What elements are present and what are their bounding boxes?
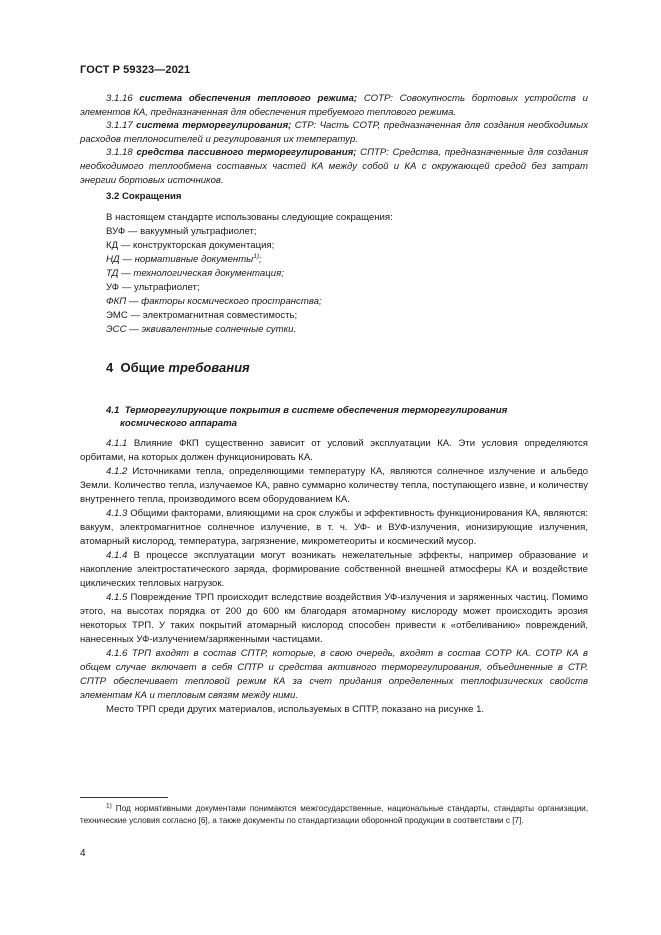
abbr-item: ЭСС — эквивалентные солнечные сутки. <box>106 324 297 335</box>
footnote-separator <box>80 797 168 798</box>
abbr-item: НД — нормативные документы$^{1)}$; <box>106 252 262 265</box>
paragraph-4-1-3: 4.1.3 Общими факторами, влияющими на срок службы и эффективность функционирования КА, являются: вакуум, электромагнитное солнечное излучение, в т. ч. УФ- и ВУФ-излучения, ионизирующие излучения, атомарный кислород, температура, загрязнение, микрометеориты и космический мусор. <box>80 508 588 547</box>
closing-paragraph: Место ТРП среди других материалов, используемых в СПТР, показано на рисунке 1. <box>106 704 485 715</box>
page-number: 4 <box>80 848 86 859</box>
abbr-item: ВУФ — вакуумный ультрафиолет; <box>106 226 257 237</box>
abbreviations-list <box>106 211 566 337</box>
standard-header: ГОСТ Р 59323—2021 <box>80 64 191 76</box>
term-3-1-16: 3.1.16 система обеспечения теплового режима; СОТР: Совокупность бортовых устройств и элементов КА, предназначенная для обеспечения требуемого теплового режима. <box>80 93 588 118</box>
paragraph-4-1-5: 4.1.5 Повреждение ТРП происходит вследствие воздействия УФ-излучения и заряженных частиц. Помимо этого, на высотах порядка от 200 до 600 км благодаря атомарному кислороду может происходить эрозия некоторых ТРП. У таких покрытий атомарный кислород способен привести к «отбеливанию» повреждений, нанесенных УФ-излучением/заряженными частицами. <box>80 592 588 645</box>
paragraph-4-1-2: 4.1.2 Источниками тепла, определяющими температуру КА, являются солнечное излучение и альбедо Земли. Количество тепла, излучаемое КА, равно суммарно количеству тепла, поступающего извне, и количеству внутреннего тепла, производимого всем оборудованием КА. <box>80 466 588 505</box>
footnote-ref: 1) <box>253 252 260 260</box>
paragraph-4-1-6: 4.1.6 ТРП входят в состав СПТР, которые, в свою очередь, входят в состав СОТР КА. СОТР КА в общем случае включает в себя СПТР и средства активного терморегулирования, объединенные в СТР. СПТР обеспечивает тепловой режим КА за счет придания определенных теплофизических свойств элементам КА и тепловым связям между ними. <box>80 648 588 701</box>
paragraph-4-1-4: 4.1.4 В процессе эксплуатации могут возникать нежелательные эффекты, например образование и накопление электростатического заряда, формирование собственной внешней атмосферы КА и воздействие циклических тепловых нагрузок. <box>80 550 588 589</box>
paragraph-4-1-1: 4.1.1 Влияние ФКП существенно зависит от условий эксплуатации КА. Эти условия определяются орбитами, на которых должен функционировать КА. <box>80 438 588 463</box>
terms-block <box>80 92 588 187</box>
abbr-item: ТД — технологическая документация; <box>106 268 284 279</box>
section-4-title: 4 Общие требования <box>106 360 250 375</box>
section-4-body <box>80 437 588 717</box>
section-4-1-title: 4.1 Терморегулирующие покрытия в системе обеспечения терморегулирования космического аппарата <box>106 405 508 429</box>
abbr-item: ФКП — факторы космического пространства; <box>106 296 322 307</box>
abbr-item: КД — конструкторская документация; <box>106 240 275 251</box>
abbr-item: ЭМС — электромагнитная совместимость; <box>106 310 298 321</box>
section-3-2-title: 3.2 Сокращения <box>106 191 182 202</box>
term-3-1-18: 3.1.18 средства пассивного терморегулирования; СПТР: Средства, предназначенные для создания необходимого теплообмена составных частей КА между собой и КА с окружающей средой без затрат энергии бортовых источников. <box>80 147 589 186</box>
footnote: $^{1)}$ Под нормативными документами понимаются межгосударственные, национальные стандарты, стандарты организации, технические условия согласно [6], а также документы по стандартизации оборонной продукции в соответствии с [7]. <box>80 802 588 825</box>
term-3-1-17: 3.1.17 система терморегулирования; СТР: Часть СОТР, предназначенная для создания необходимых расходов теплоносителей и регулирования их температур. <box>80 120 588 145</box>
abbreviations-intro: В настоящем стандарте использованы следующие сокращения: <box>106 212 393 223</box>
abbr-item: УФ — ультрафиолет; <box>106 282 200 293</box>
